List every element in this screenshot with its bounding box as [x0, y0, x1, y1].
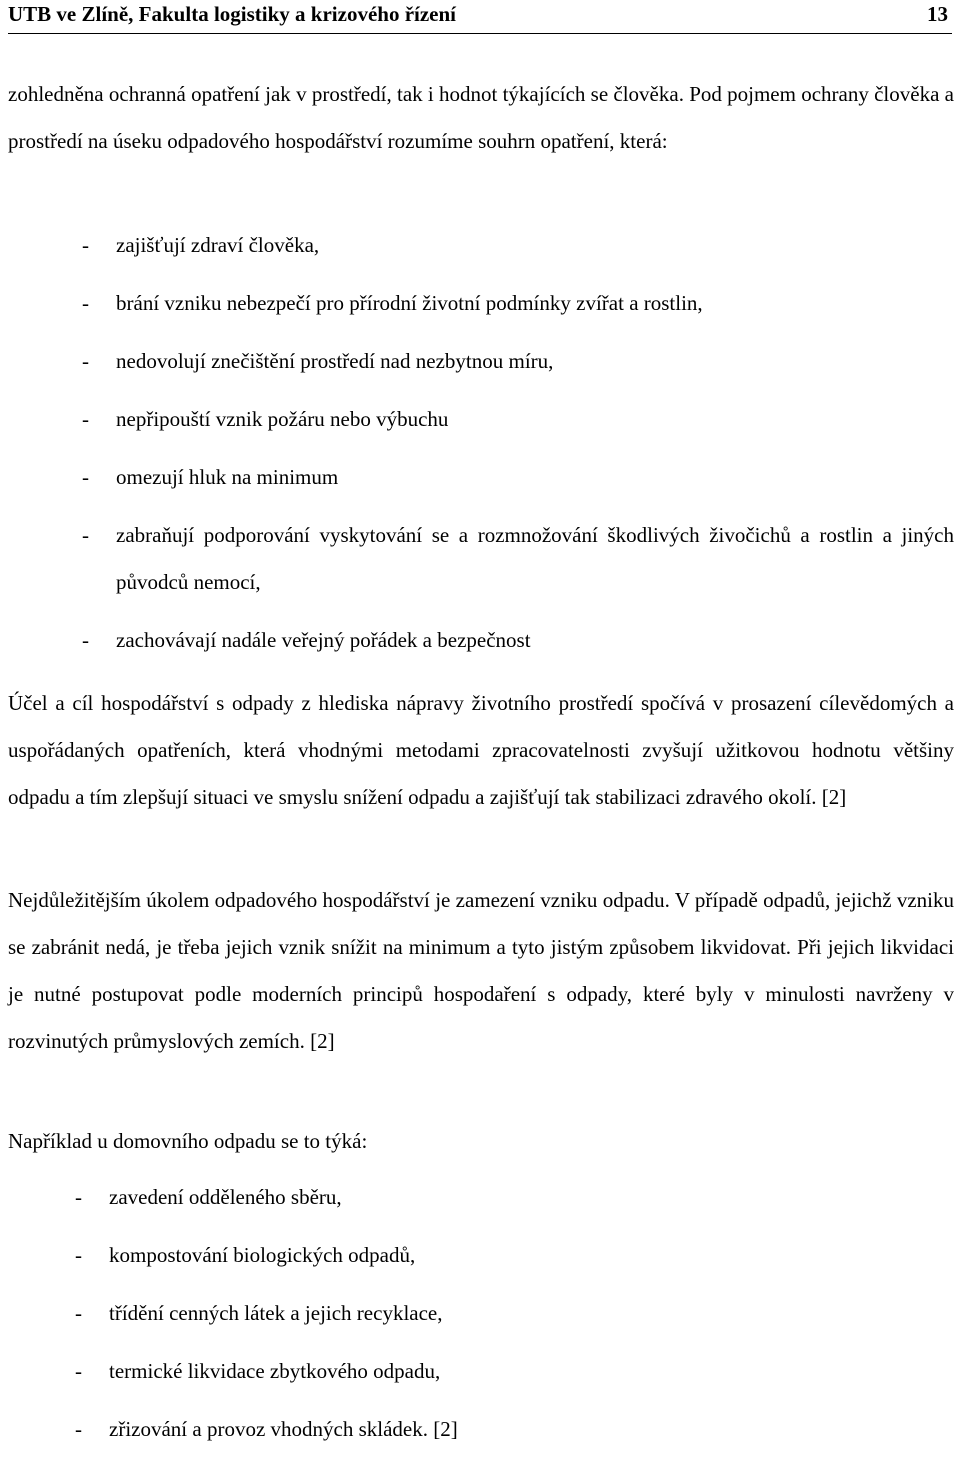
list-item-text: kompostování biologických odpadů,	[109, 1243, 416, 1267]
list-item-text: nepřipouští vznik požáru nebo výbuchu	[116, 407, 449, 431]
list-item	[75, 1174, 935, 1221]
list-item-text: zřizování a provoz vhodných skládek. [2]	[109, 1417, 458, 1441]
paragraph-purpose	[8, 680, 954, 821]
list-item	[75, 1290, 935, 1337]
paragraph-main-task-text: Nejdůležitějším úkolem odpadového hospodářství je zamezení vzniku odpadu. V případě odpadů, jejichž vzniku se zabránit nedá, je třeba jejich vznik snížit na minimum a tyto jistým způsobem likvidovat. Při jejich likvidaci je nutné postupovat podle moderních principů hospodaření s odpady, které byly v minulosti navrženy v rozvinutých průmyslových zemích. [2]	[8, 888, 954, 1053]
paragraph-household	[8, 1118, 954, 1165]
list-dash: -	[82, 628, 89, 652]
paragraph-main-task	[8, 877, 954, 1065]
list-item-text: brání vzniku nebezpečí pro přírodní životní podmínky zvířat a rostlin,	[116, 291, 703, 315]
list-item	[82, 280, 954, 327]
list-item	[82, 512, 954, 606]
running-header	[8, 0, 952, 28]
list-item-text: nedovolují znečištění prostředí nad nezbytnou míru,	[116, 349, 554, 373]
list-dash: -	[82, 407, 89, 431]
list-dash: -	[82, 465, 89, 489]
paragraph-purpose-text: Účel a cíl hospodářství s odpady z hlediska nápravy životního prostředí spočívá v prosazení cílevědomých a uspořádaných opatřeních, která vhodnými metodami zpracovatelnosti zvyšují užitkovou hodnotu většiny odpadu a tím zlepšují situaci ve smyslu snížení odpadu a zajišťují tak stabilizaci zdravého okolí. [2]	[8, 691, 954, 809]
list-dash: -	[82, 233, 89, 257]
list-dash: -	[75, 1243, 82, 1267]
household-waste-list	[75, 1174, 935, 1464]
list-dash: -	[75, 1185, 82, 1209]
paragraph-household-text: Například u domovního odpadu se to týká:	[8, 1129, 368, 1153]
list-item	[82, 454, 954, 501]
list-item-text: zachovávají nadále veřejný pořádek a bezpečnost	[116, 628, 531, 652]
list-item	[82, 617, 954, 664]
list-item-text: zavedení odděleného sběru,	[109, 1185, 342, 1209]
list-dash: -	[75, 1417, 82, 1441]
list-item-text: zajišťují zdraví člověka,	[116, 233, 320, 257]
list-item	[82, 396, 954, 443]
list-dash: -	[82, 523, 89, 547]
list-dash: -	[82, 349, 89, 373]
page-number: 13	[927, 2, 948, 26]
list-item	[75, 1348, 935, 1395]
list-item-text: omezují hluk na minimum	[116, 465, 339, 489]
list-item	[75, 1406, 935, 1453]
protection-measures-list	[82, 222, 954, 675]
list-item-text: termické likvidace zbytkového odpadu,	[109, 1359, 441, 1383]
paragraph-intro-text: zohledněna ochranná opatření jak v prostředí, tak i hodnot týkajících se člověka. Pod pojmem ochrany člověka a prostředí na úseku odpadového hospodářství rozumíme souhrn opatření, která:	[8, 82, 954, 153]
list-item-text: zabraňují podporování vyskytování se a rozmnožování škodlivých živočichů a rostlin a jiných původců nemocí,	[116, 523, 954, 594]
header-divider	[8, 33, 952, 34]
list-item	[82, 338, 954, 385]
list-item	[75, 1232, 935, 1279]
paragraph-intro	[8, 71, 954, 165]
list-item-text: třídění cenných látek a jejich recyklace,	[109, 1301, 443, 1325]
list-dash: -	[75, 1301, 82, 1325]
list-dash: -	[75, 1359, 82, 1383]
list-dash: -	[82, 291, 89, 315]
list-item	[82, 222, 954, 269]
header-title: UTB ve Zlíně, Fakulta logistiky a krizového řízení	[8, 2, 457, 26]
